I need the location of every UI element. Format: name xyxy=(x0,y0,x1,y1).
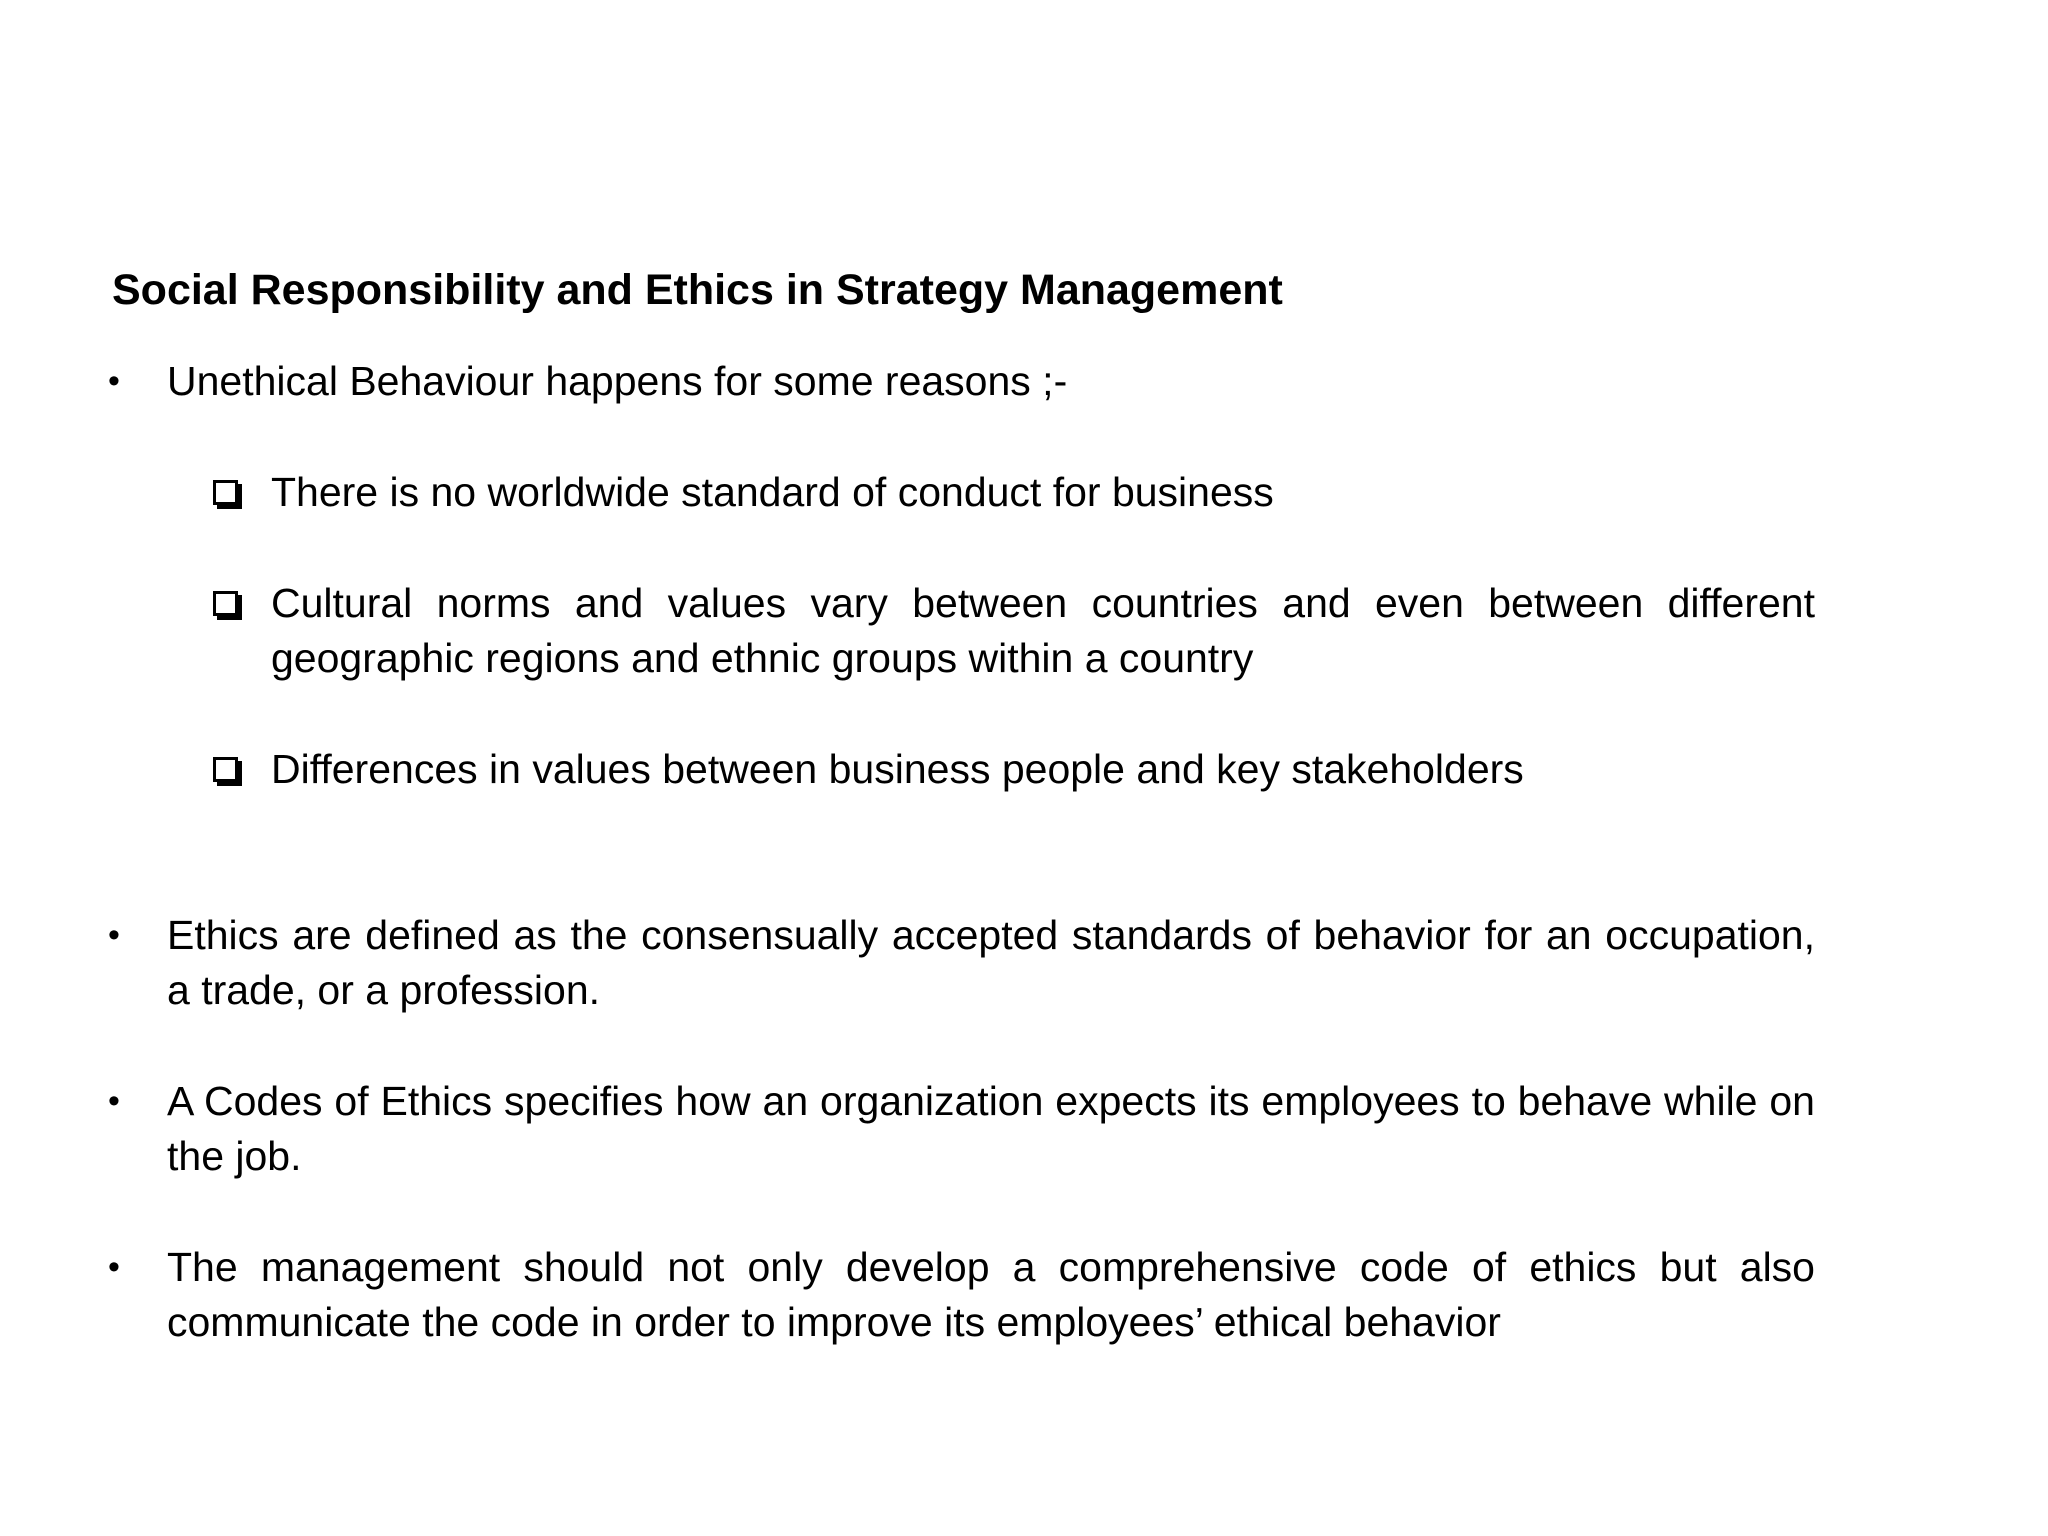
bullet-dot-icon: • xyxy=(108,362,120,400)
bullet-dot-icon: • xyxy=(108,916,120,954)
sub-bullet-text: Differences in values between business people and key stakeholders xyxy=(271,746,1524,792)
checkbox-bullet-icon xyxy=(213,480,238,505)
sub-bullet-text: Cultural norms and values vary between countries and even between different geographic regions and ethnic groups within a country xyxy=(271,580,1815,681)
bullet-text: The management should not only develop a comprehensive code of ethics but also communicate the code in order to improve its employees’ ethical behavior xyxy=(167,1244,1815,1345)
bullet-item xyxy=(108,908,1815,1018)
sub-bullet-item xyxy=(271,742,1815,797)
bullet-dot-icon: • xyxy=(108,1248,120,1286)
checkbox-bullet-icon xyxy=(213,591,238,616)
bullet-text: Unethical Behaviour happens for some reasons ;- xyxy=(167,358,1068,404)
bullet-item-intro xyxy=(108,354,1815,409)
bullet-text: A Codes of Ethics specifies how an organization expects its employees to behave while on the job. xyxy=(167,1078,1815,1179)
sub-bullet-item xyxy=(271,465,1815,520)
bullet-dot-icon: • xyxy=(108,1082,120,1120)
bullet-item xyxy=(108,1074,1815,1184)
sub-bullet-item xyxy=(271,576,1815,686)
bullet-text: Ethics are defined as the consensually accepted standards of behavior for an occupation, a trade, or a profession. xyxy=(167,912,1815,1013)
bullet-item xyxy=(108,1240,1815,1350)
checkbox-bullet-icon xyxy=(213,757,238,782)
sub-bullet-text: There is no worldwide standard of conduct for business xyxy=(271,469,1274,515)
slide-title: Social Responsibility and Ethics in Strategy Management xyxy=(112,266,1283,314)
